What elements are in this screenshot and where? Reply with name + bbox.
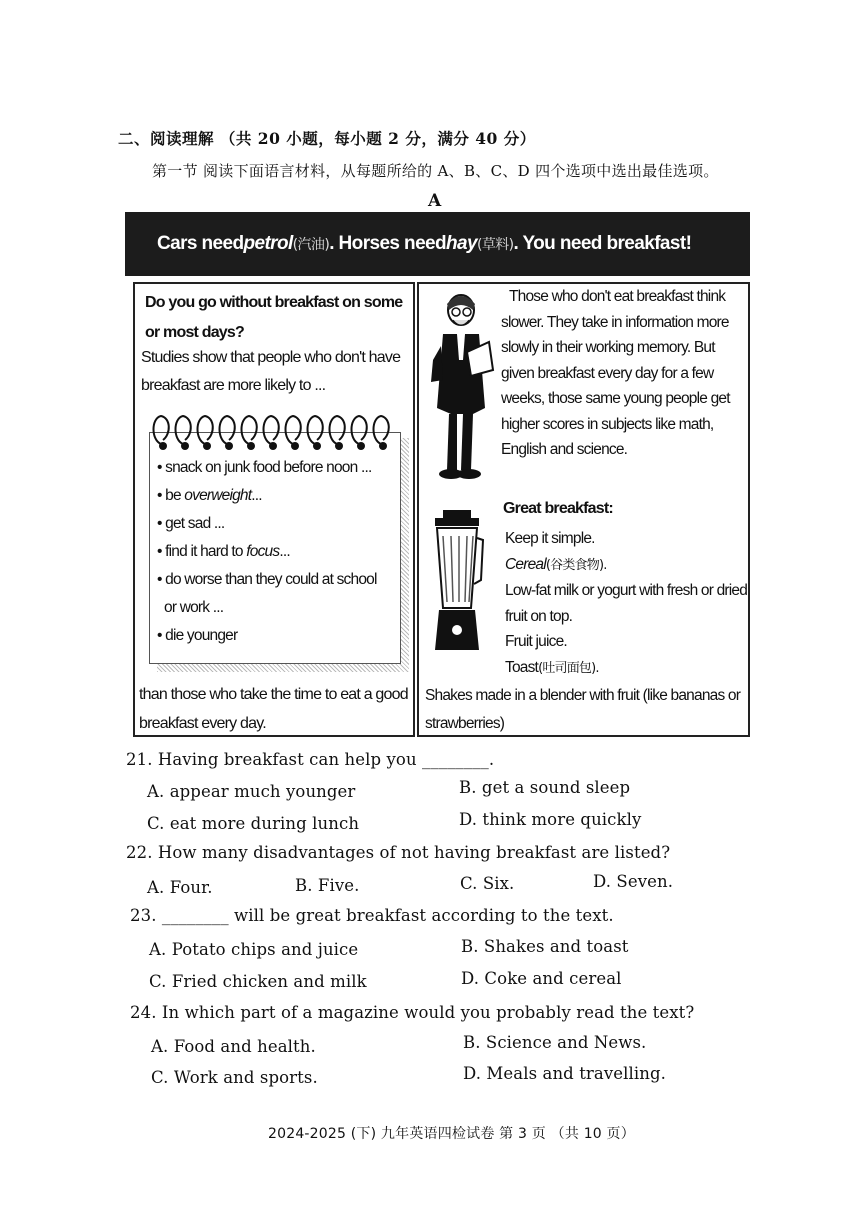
q21-option-c: C. eat more during lunch (147, 814, 360, 833)
q24-option-a: A. Food and health. (151, 1037, 316, 1056)
q21-option-d: D. think more quickly (459, 810, 642, 829)
disadvantage-list (157, 454, 407, 650)
list-item: • find it hard to focus... (157, 543, 290, 560)
q21-option-a: A. appear much younger (147, 782, 356, 801)
spiral-rings-icon (147, 410, 409, 454)
list-item: Keep it simple. (505, 530, 595, 547)
poster-right-panel (417, 282, 750, 737)
q22-option-a: A. Four. (147, 878, 213, 897)
list-item: • be overweight... (157, 487, 262, 504)
q24-option-c: C. Work and sports. (151, 1068, 318, 1087)
great-breakfast-title: Great breakfast: (503, 500, 613, 517)
great-breakfast-list (505, 526, 753, 681)
list-item: Cereal(谷类食物). (505, 555, 607, 573)
poster-left-panel (133, 282, 415, 737)
question-22: 22. How many disadvantages of not having breakfast are listed? (126, 843, 671, 862)
q22-option-c: C. Six. (460, 874, 515, 893)
q23-option-d: D. Coke and cereal (461, 969, 622, 988)
q23-option-c: C. Fried chicken and milk (149, 972, 367, 991)
list-item: • die younger (157, 627, 238, 644)
blender-icon (429, 510, 485, 660)
list-item: Toast(吐司面包). (505, 658, 599, 676)
q22-option-d: D. Seven. (593, 872, 674, 891)
question-23: 23. ________ will be great breakfast according to the text. (130, 906, 614, 925)
list-item: Fruit juice. (505, 633, 567, 650)
right-paragraph: Those who don't eat breakfast think slower. They take in information more slowly in their working memory. But given breakfast every day for a few weeks, those same young people get higher scores in subjects like math, English and science. (501, 288, 730, 458)
passage-letter: A (428, 191, 442, 211)
question-24: 24. In which part of a magazine would you probably read the text? (130, 1003, 695, 1022)
list-item: • snack on junk food before noon ... (157, 459, 372, 476)
left-closing-text: than those who take the time to eat a good breakfast every day. (139, 686, 408, 732)
q22-option-b: B. Five. (295, 876, 360, 895)
list-item: • get sad ... (157, 515, 225, 532)
banner-hay-cn: (草料) (476, 237, 514, 253)
section-heading: 二、阅读理解 （共 20 小题，每小题 2 分，满分 40 分） (118, 129, 536, 148)
q23-option-b: B. Shakes and toast (461, 937, 629, 956)
scientist-reading-icon (423, 290, 495, 490)
q24-option-b: B. Science and News. (463, 1033, 647, 1052)
shakes-text: Shakes made in a blender with fruit (like bananas or strawberries) (425, 687, 741, 732)
spiral-notepad (147, 410, 409, 672)
q23-option-a: A. Potato chips and juice (149, 940, 359, 959)
q24-option-d: D. Meals and travelling. (463, 1064, 666, 1083)
list-item: Low-fat milk or yogurt with fresh or dried fruit on top. (505, 582, 748, 625)
list-item: • do worse than they could at school (157, 571, 377, 588)
poster-banner (125, 212, 750, 276)
left-question: Do you go without breakfast on some or most days? (145, 294, 403, 341)
banner-text-3: . You need breakfast! (513, 233, 692, 254)
breakfast-poster (125, 212, 750, 739)
section-instruction: 第一节 阅读下面语言材料，从每题所给的 A、B、C、D 四个选项中选出最佳选项。 (152, 162, 719, 180)
banner-word-hay: hay (446, 233, 477, 254)
question-21: 21. Having breakfast can help you ________. (126, 750, 495, 769)
banner-text-1: Cars need (157, 233, 244, 254)
page-footer: 2024-2025 (下) 九年英语四检试卷 第 3 页 （共 10 页） (268, 1126, 635, 1142)
list-item: or work ... (164, 599, 224, 616)
left-studies-text: Studies show that people who don't have breakfast are more likely to ... (141, 349, 401, 394)
banner-text-2: . Horses need (329, 233, 447, 254)
banner-word-petrol: petrol (243, 233, 293, 254)
q21-option-b: B. get a sound sleep (459, 778, 631, 797)
banner-petrol-cn: (汽油) (292, 237, 330, 253)
